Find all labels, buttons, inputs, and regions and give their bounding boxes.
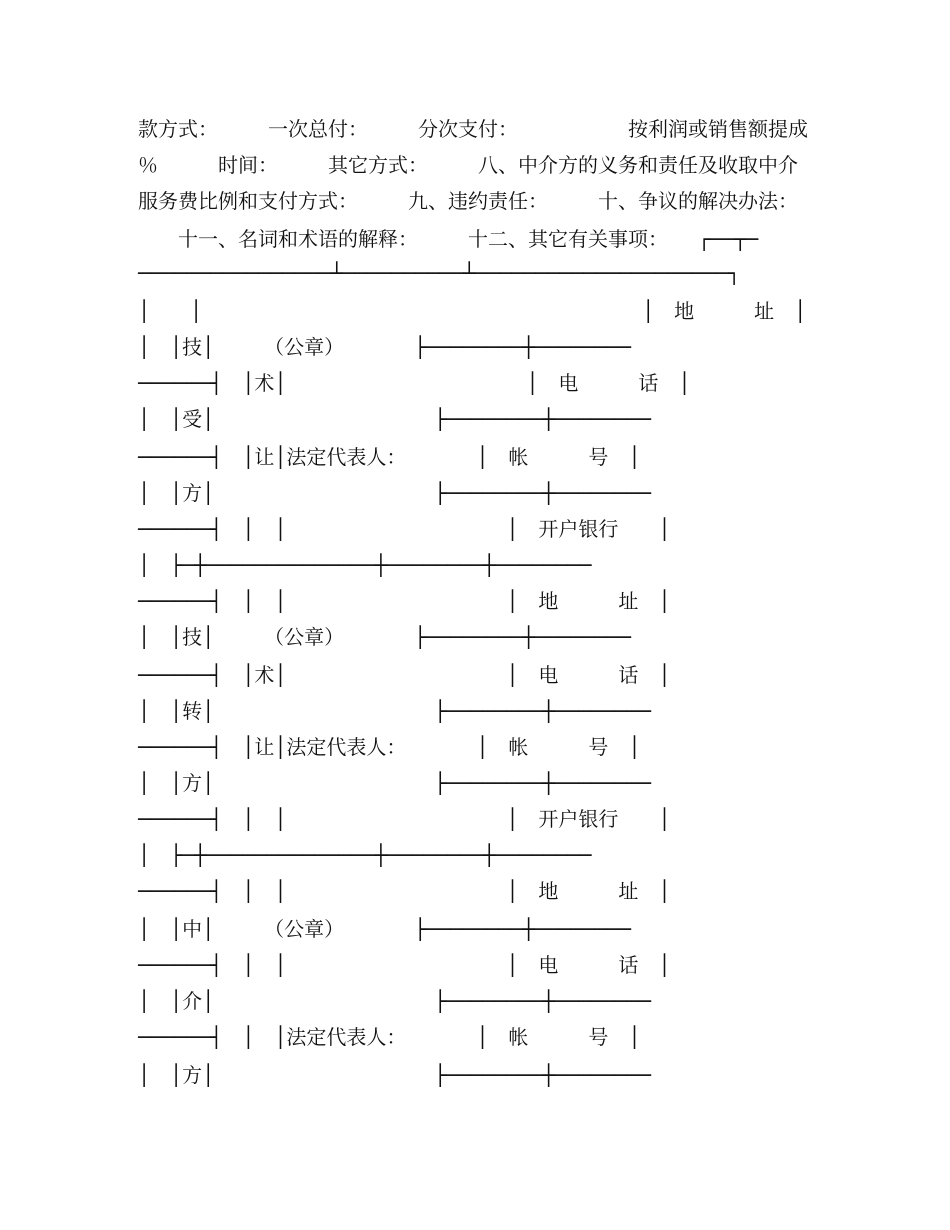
document-line: ──────┤ │术│ │ 电 话 │ — [138, 371, 691, 395]
document-line: ──────┤ │ │ │ 电 话 │ — [138, 953, 671, 977]
document-line: │ │方│ ├────────┼──────── — [138, 771, 651, 795]
document-line: 十一、名词和术语的解释： 十二、其它有关事项： ┌──┬─ — [138, 227, 759, 251]
document-line: ──────┤ │ │ │ 开户银行 │ — [138, 807, 671, 831]
document-line: │ ├─┼──────────────┼────────┼──────── — [138, 553, 592, 577]
document-line: 服务费比例和支付方式： 九、违约责任： 十、争议的解决办法： — [138, 189, 798, 213]
document-line: │ │ │ 地 址 │ — [138, 299, 807, 323]
document-line: ──────┤ │术│ │ 电 话 │ — [138, 663, 671, 687]
document-line: │ ├─┼──────────────┼────────┼──────── — [138, 843, 592, 867]
document-line: │ │技│ （公章） ├────────┼──────── — [138, 335, 631, 359]
document-line: ──────┤ │ │法定代表人： │ 帐 号 │ — [138, 1025, 641, 1049]
document-line: 款方式： 一次总付： 分次支付： 按利润或销售额提成 — [138, 117, 808, 141]
document-line: │ │介│ ├────────┼──────── — [138, 989, 651, 1013]
document-line: ──────┤ │ │ │ 开户银行 │ — [138, 517, 671, 541]
document-line: ──────┤ │让│法定代表人： │ 帐 号 │ — [138, 445, 641, 469]
document-line: │ │转│ ├────────┼──────── — [138, 699, 651, 723]
document-line: ──────┤ │ │ │ 地 址 │ — [138, 879, 671, 903]
document-line: │ │受│ ├────────┼──────── — [138, 407, 651, 431]
document-line: ──────┤ │让│法定代表人： │ 帐 号 │ — [138, 735, 641, 759]
document-line: ％ 时间： 其它方式： 八、中介方的义务和责任及收取中介 — [138, 153, 798, 177]
document-line: │ │技│ （公章） ├────────┼──────── — [138, 625, 631, 649]
document-line: │ │方│ ├────────┼──────── — [138, 1063, 651, 1087]
document-line: ──────┤ │ │ │ 地 址 │ — [138, 589, 671, 613]
document-line: │ │中│ （公章） ├────────┼──────── — [138, 917, 631, 941]
document-line: │ │方│ ├────────┼──────── — [138, 481, 651, 505]
document-line: ────────────────┴──────────┴─────────────────────┐ — [138, 261, 741, 285]
